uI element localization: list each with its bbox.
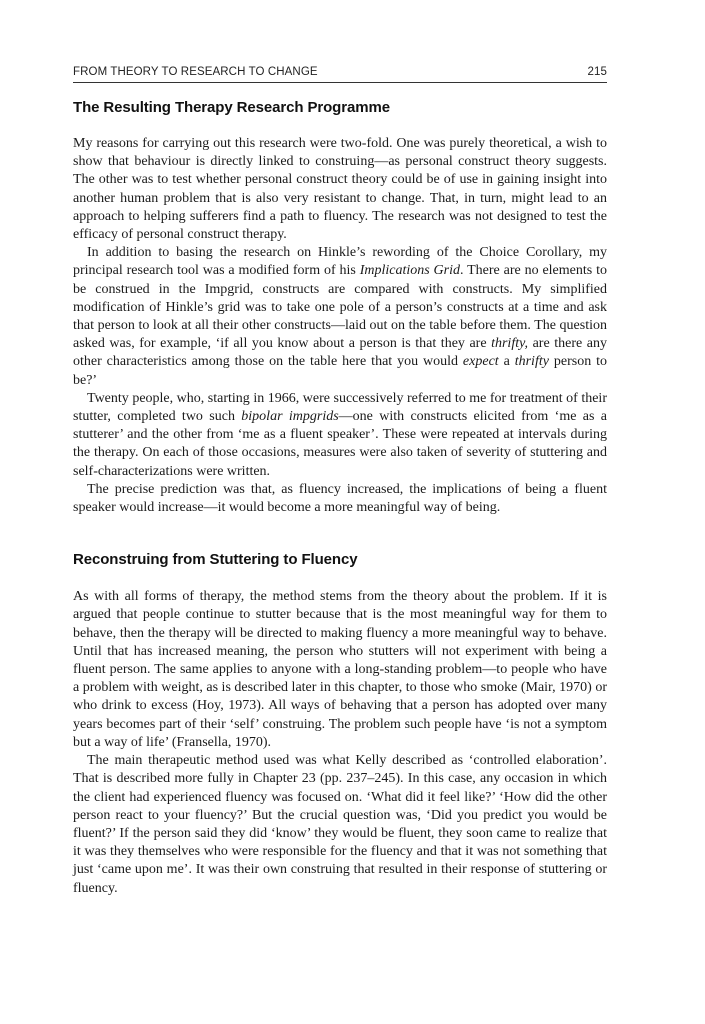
text-segment: are there any other characteristics among those on the table here that you would <box>73 336 607 370</box>
paragraph-forms-of-therapy: As with all forms of therapy, the method stems from the theory about the problem. If it is argued that people continue to stutter because that is the most meaningful way for them to behave, then the therapy will be directed to making fluency a more meaningful way to behave. Until that has increased meaning, the person who stutters will not experiment with being a fluent person. The same applies to anyone with a long-standing problem—to people who have a problem with weight, as is described later in this chapter, to those who smoke (Mair, 1970) or who drink to excess (Hoy, 1973). All ways of behaving that a person has adopted over many years becomes part of their ‘self’ construing. The problem such people have ‘is not a symptom but a way of life’ (Fransella, 1970). <box>73 589 607 750</box>
paragraph-implications-grid <box>73 244 607 390</box>
section-heading-reconstruing: Reconstruing from Stuttering to Fluency <box>73 551 358 569</box>
emphasis-text: bipolar impgrids <box>241 409 339 425</box>
text-segment: Twenty people, who, starting in 1966, were successively referred to me for treatment of their stutter, completed two such <box>73 390 607 425</box>
running-head-title: FROM THEORY TO RESEARCH TO CHANGE <box>73 66 318 78</box>
paragraph-therapeutic-method: The main therapeutic method used was what Kelly described as ‘controlled elaboration’. That is described more fully in Chapter 23 (pp. 237–245). In this case, any occasion in which the client had experienced fluency was focused on. ‘What did it feel like?’ ‘How did the other person react to your fluency?’ But the crucial question was, ‘Did you predict you would be fluent?’ If the person said they did ‘know’ they would be fluent, they soon came to realize that it was they themselves who were responsible for the fluency and that it was not something that just ‘came upon me’. It was their own construing that resulted in their response of stuttering or fluency. <box>73 753 607 896</box>
emphasis-text: expect <box>462 354 499 370</box>
text-segment: . There are no elements to be construed in the Impgrid, constructs are compared with constructs. My simplified modification of Hinkle’s grid was to take one pole of a person’s constructs at a time and ask that person to look at all their other constructs—laid out on the table before them. The question asked was, for example, ‘if all you know about a person is that they are <box>73 263 607 352</box>
book-page <box>73 66 607 898</box>
paragraph-twenty-people <box>73 390 607 481</box>
section-heading-therapy-research-programme: The Resulting Therapy Research Programme <box>73 99 390 116</box>
text-segment: —one with constructs elicited from ‘me as a stutterer’ and the other from ‘me as a fluent speaker’. These were repeated at intervals during the therapy. On each of those occasions, measures were also taken of severity of stuttering and self-characterizations were written. <box>73 409 607 479</box>
text-segment: a <box>498 354 515 370</box>
emphasis-text: thrifty, <box>491 336 529 352</box>
running-head <box>73 66 607 83</box>
emphasis-text: Implications Grid <box>359 263 461 279</box>
emphasis-text: thrifty <box>514 354 549 370</box>
paragraph-prediction: The precise prediction was that, as fluency increased, the implications of being a fluent speaker would increase—it would become a more meaningful way of being. <box>73 481 607 516</box>
paragraph-reasons: My reasons for carrying out this research were two-fold. One was purely theoretical, a wish to show that behaviour is directly linked to construing—as personal construct theory suggests. The other was to test whether personal construct theory could be of use in gaining insight into another human problem that is also very resistant to change. That, in turn, might lead to an approach to helping sufferers find a path to fluency. The research was not designed to test the efficacy of personal construct therapy. <box>73 136 607 243</box>
text-segment: In addition to basing the research on Hinkle’s rewording of the Choice Corollary, my principal research tool was a modified form of his <box>73 245 607 279</box>
text-segment: person to be?’ <box>73 354 607 388</box>
page-number: 215 <box>587 66 607 78</box>
